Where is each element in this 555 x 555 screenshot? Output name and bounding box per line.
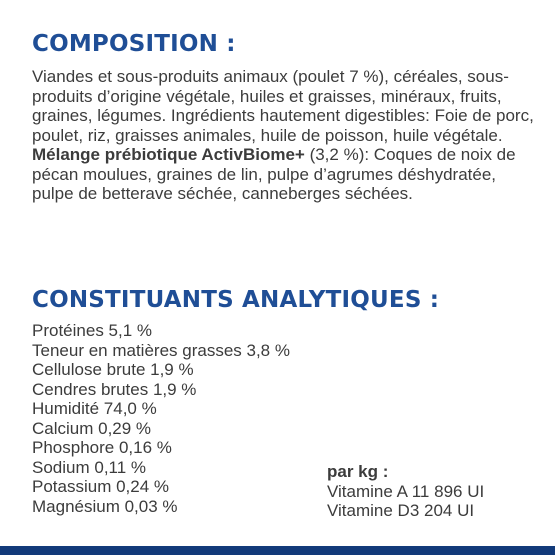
analytic-item-magnesium: Magnésium 0,03 % — [32, 496, 178, 516]
analytics-list — [32, 321, 290, 516]
analytic-item-fibre: Cellulose brute 1,9 % — [32, 360, 194, 379]
analytic-item-sodium: Sodium 0,11 % — [32, 457, 147, 477]
analytics-heading: CONSTITUANTS ANALYTIQUES : — [32, 287, 440, 313]
analytic-item-proteins: Protéines 5,1 % — [32, 321, 153, 340]
composition-text-part1: Viandes et sous-produits animaux (poulet 7 %), céréales, sous-produits d’origine végétale, huiles et graisses, minéraux, fruits, graines, légumes. Ingrédients hautement digestibles: Foie de porc, poulet, riz, graisses animales, huile de poisson, huile végétale. — [32, 67, 534, 145]
analytic-item-potassium: Potassium 0,24 % — [32, 477, 170, 496]
analytic-item-moisture: Humidité 74,0 % — [32, 399, 157, 418]
analytic-item-calcium: Calcium 0,29 % — [32, 418, 152, 438]
vitamins-block — [327, 462, 484, 521]
vitamin-item-a: Vitamine A 11 896 UI — [327, 481, 485, 501]
vitamin-list — [327, 482, 484, 521]
composition-text-part2: (3,2 %): Coques de noix de pécan moulues, graines de lin, pulpe d’agrumes déshydratée, pulpe de betterave séchée, canneberges séchées. — [32, 145, 516, 203]
analytic-item-phosphorus: Phosphore 0,16 % — [32, 438, 172, 457]
per-kg-label: par kg : — [327, 462, 389, 481]
analytic-item-ash: Cendres brutes 1,9 % — [32, 379, 197, 399]
composition-text-bold: Mélange prébiotique ActivBiome+ — [32, 145, 305, 164]
analytic-item-fat: Teneur en matières grasses 3,8 % — [32, 340, 290, 360]
composition-heading: COMPOSITION : — [32, 31, 236, 57]
composition-text — [32, 67, 537, 204]
bottom-bar — [0, 546, 555, 555]
vitamin-item-d3: Vitamine D3 204 UI — [327, 501, 475, 520]
